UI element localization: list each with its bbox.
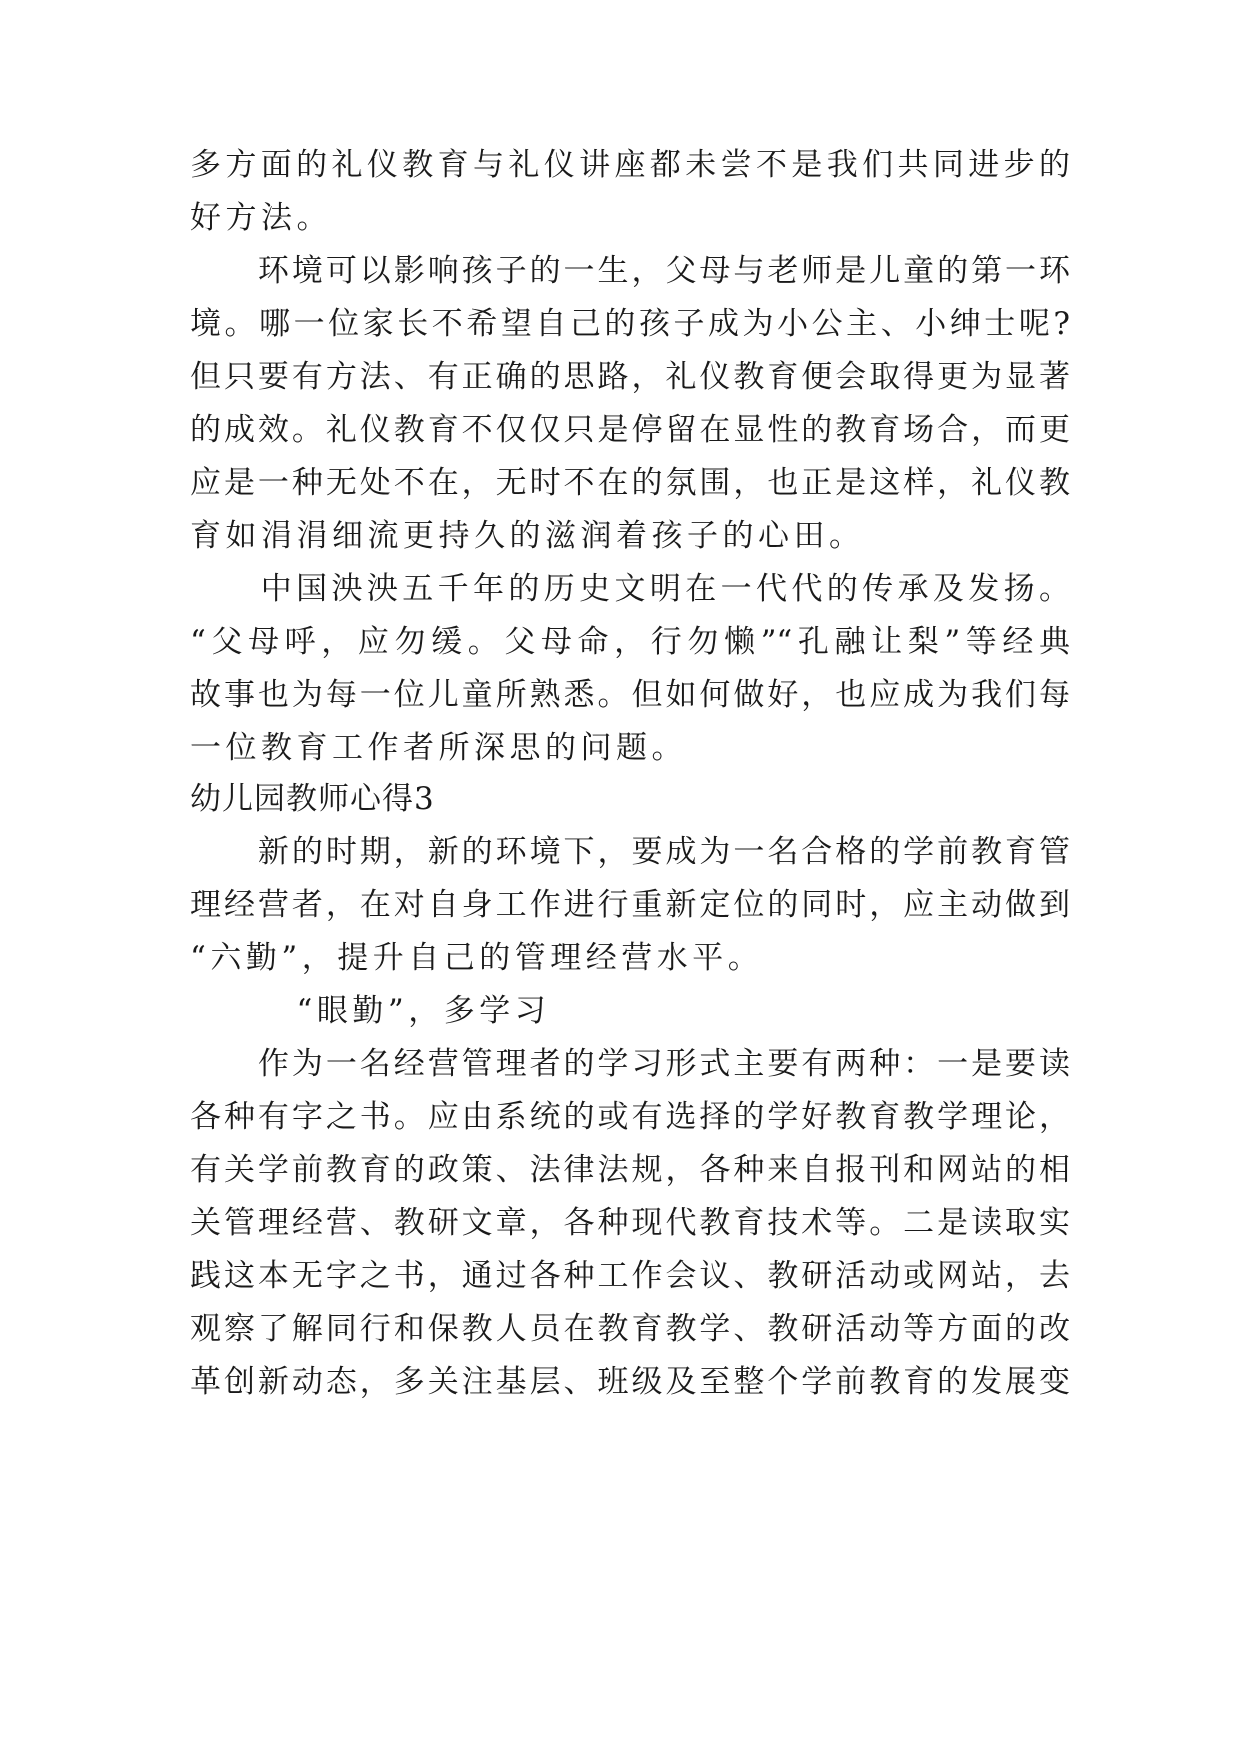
- paragraph-line: 应是一种无处不在，无时不在的氛围，也正是这样，礼仪教: [190, 465, 1070, 501]
- section-heading: 幼儿园教师心得3: [190, 781, 435, 817]
- paragraph-line: 各种有字之书。应由系统的或有选择的学好教育教学理论，: [190, 1099, 1070, 1135]
- paragraph-line: 的成效。礼仪教育不仅仅只是停留在显性的教育场合，而更: [190, 412, 1070, 448]
- paragraph-line: 关管理经营、教研文章，各种现代教育技术等。二是读取实: [190, 1205, 1070, 1241]
- paragraph-line: 新的时期，新的环境下，要成为一名合格的学前教育管: [190, 834, 1070, 870]
- paragraph-line: 践这本无字之书，通过各种工作会议、教研活动或网站，去: [190, 1258, 1070, 1294]
- paragraph-line: 故事也为每一位儿童所熟悉。但如何做好，也应成为我们每: [190, 677, 1070, 713]
- paragraph-line: 境。哪一位家长不希望自己的孩子成为小公主、小绅士呢?: [190, 306, 1070, 342]
- paragraph-line: 但只要有方法、有正确的思路，礼仪教育便会取得更为显著: [190, 359, 1070, 395]
- paragraph-line: 有关学前教育的政策、法律法规，各种来自报刊和网站的相: [190, 1152, 1070, 1188]
- paragraph-line: 一位教育工作者所深思的问题。: [190, 730, 687, 766]
- paragraph-line: 育如涓涓细流更持久的滋润着孩子的心田。: [190, 518, 865, 554]
- paragraph-line: 观察了解同行和保教人员在教育教学、教研活动等方面的改: [190, 1311, 1070, 1347]
- paragraph-line: 好方法。: [190, 200, 332, 236]
- paragraph-line: “父母呼，应勿缓。父母命，行勿懒”“孔融让梨”等经典: [190, 624, 1070, 660]
- paragraph-line: 环境可以影响孩子的一生，父母与老师是儿童的第一环: [190, 253, 1070, 289]
- subheading-line: “眼勤”，多学习: [190, 993, 551, 1029]
- paragraph-line: 革创新动态，多关注基层、班级及至整个学前教育的发展变: [190, 1364, 1070, 1400]
- paragraph-line: 作为一名经营管理者的学习形式主要有两种：一是要读: [190, 1046, 1070, 1082]
- paragraph-line: 中国泱泱五千年的历史文明在一代代的传承及发扬。: [190, 571, 1070, 607]
- paragraph-line: 理经营者，在对自身工作进行重新定位的同时，应主动做到: [190, 887, 1070, 923]
- paragraph-line: 多方面的礼仪教育与礼仪讲座都未尝不是我们共同进步的: [190, 147, 1070, 183]
- paragraph-line: “六勤”，提升自己的管理经营水平。: [190, 940, 764, 976]
